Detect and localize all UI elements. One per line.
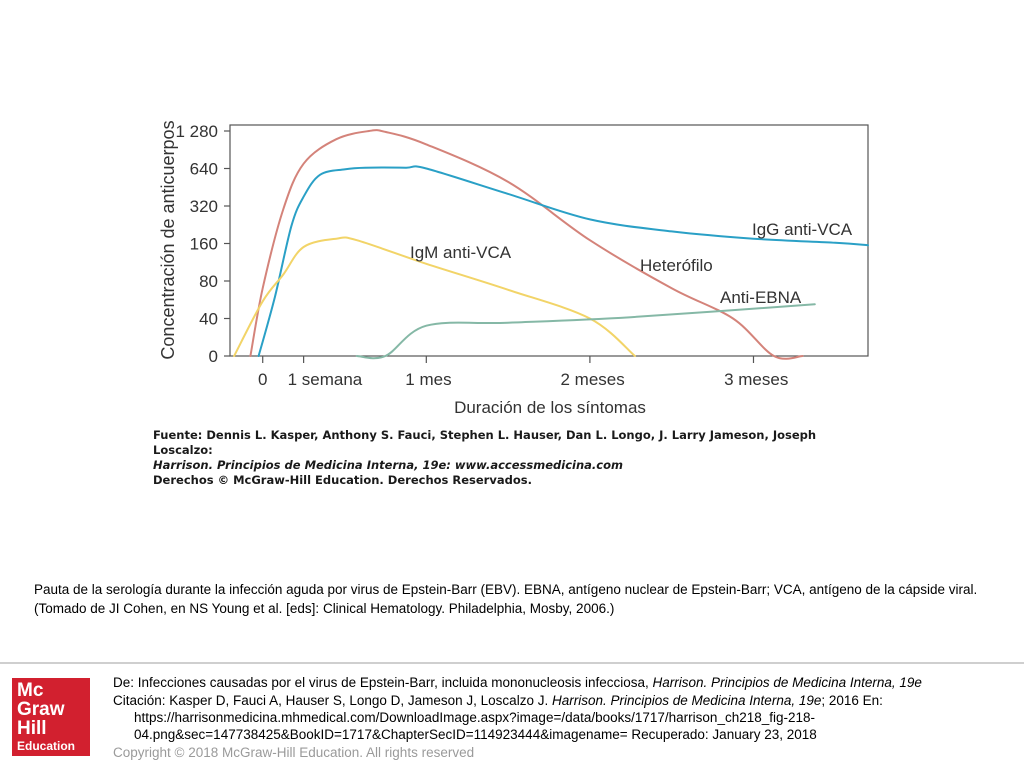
logo-line-4: Education [17,739,76,753]
y-tick-label: 320 [189,197,218,216]
x-tick-label: 2 meses [560,370,625,389]
series-lines [234,130,868,359]
series-line-igg-anti-vca [259,166,868,356]
citation-prefix: Citación: Kasper D, Fauci A, Hauser S, Longo D, Jameson J, Loscalzo J. [113,693,552,708]
y-tick-label: 0 [208,347,218,366]
annotation-igm-anti-vca: IgM anti-VCA [410,243,512,262]
y-tick-label: 160 [189,234,218,254]
citation-suffix: ; 2016 En: https://harrisonmedicina.mhmedical.com/DownloadImage.aspx?image=/data/books/1717/harrison_ch218_fig-218-04.png&sec=147738425&BookID=1717&ChapterSecID=114923444&imagename= Recuperado: January 23, 2018 [134,693,883,742]
x-axis-label: Duración de los síntomas [454,398,646,417]
source-note-line-2: Harrison. Principios de Medicina Interna, 19e: www.accessmedicina.com [153,458,623,472]
copyright-notice: Copyright © 2018 McGraw-Hill Education. All rights reserved [113,745,475,760]
y-axis-label: Concentración de anticuerpos [158,120,178,360]
source-note-line-3: Derechos © McGraw-Hill Education. Derechos Reservados. [153,473,532,487]
logo-line-2: Graw [17,699,65,720]
x-tick-label: 1 mes [405,370,452,389]
y-axis [175,122,230,366]
footer-reference [113,674,1013,761]
y-tick-label: 640 [189,159,218,179]
footer-source-text: De: Infecciones causadas por el virus de Epstein-Barr, incluida mononucleosis infecciosa, [113,675,653,690]
y-tick-label: 80 [199,272,218,291]
citation-book: Harrison. Principios de Medicina Interna, 19e [551,693,822,708]
series-line-anti-ebna [357,304,815,358]
footer-source-book: Harrison. Principios de Medicina Interna, 19e [652,675,922,690]
x-tick-label: 0 [257,370,268,389]
logo-line-1: Mc [17,680,44,701]
series-line-heterofilo [250,130,802,359]
footer-source [113,674,1013,691]
annotation-heterofilo: Heterófilo [640,256,713,275]
source-note [153,428,873,488]
y-tick-label: 1 280 [175,122,218,141]
annotation-anti-ebna: Anti-EBNA [720,288,802,307]
y-tick-label: 40 [199,309,218,329]
x-tick-label: 1 semana [287,370,363,389]
footer-divider [0,662,1024,664]
footer-citation [113,692,1013,743]
figure-caption: Pauta de la serología durante la infección aguda por virus de Epstein-Barr (EBV). EBNA, antígeno nuclear de Epstein-Barr; VCA, antígeno de la cápside viral. (Tomado de JI Cohen, en NS Young et al. [eds]: Clinical Hematology. Philadelphia, Mosby, 2006.) [34,582,978,616]
logo-line-3: Hill [17,718,47,739]
mcgraw-hill-logo [12,678,90,756]
x-axis [258,356,788,389]
x-tick-label: 3 meses [724,370,789,389]
annotation-igg-anti-vca: IgG anti-VCA [752,220,853,239]
source-note-line-1: Fuente: Dennis L. Kasper, Anthony S. Fauci, Stephen L. Hauser, Dan L. Longo, J. Larry Jameson, Joseph Loscalzo: [153,428,817,457]
